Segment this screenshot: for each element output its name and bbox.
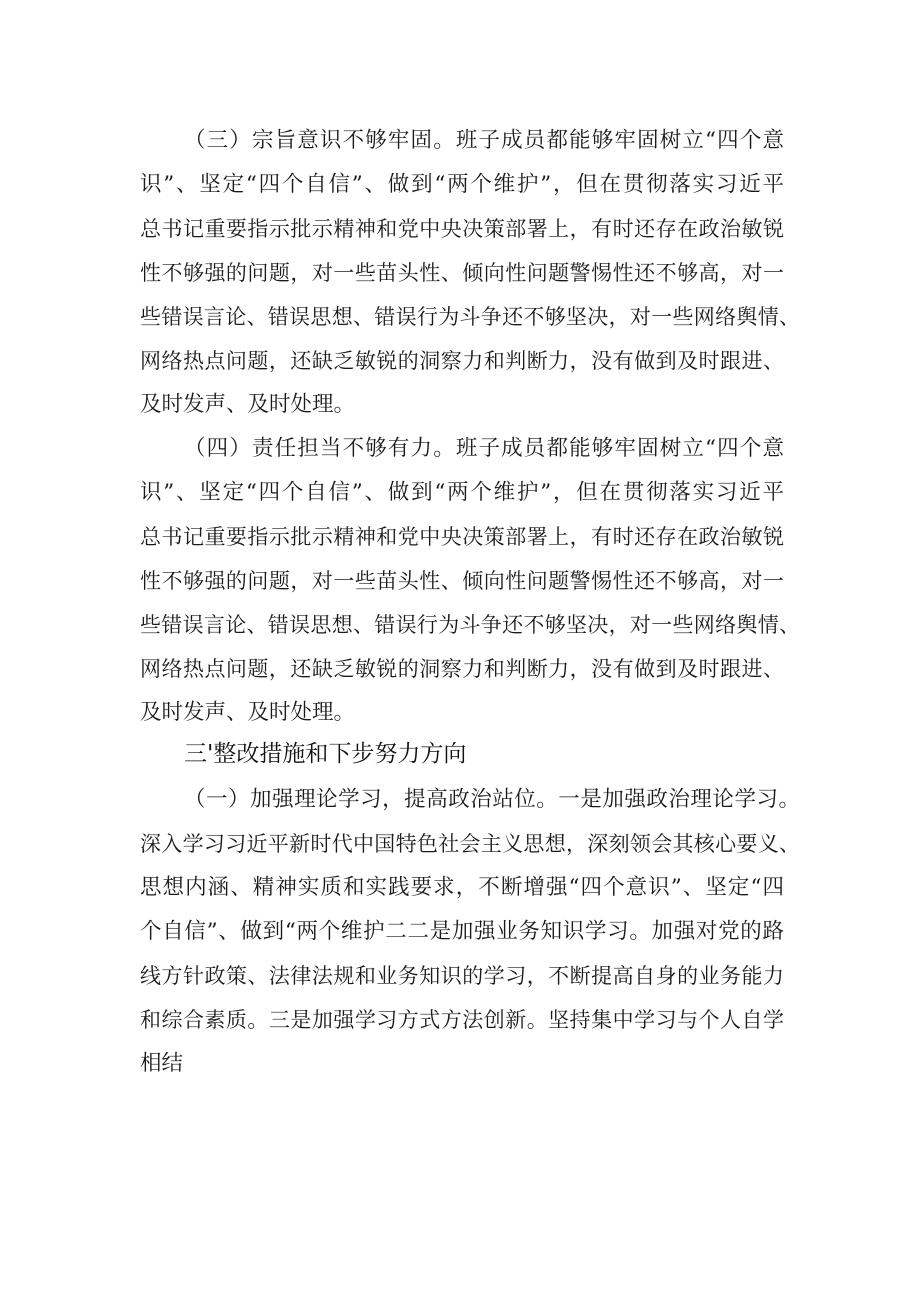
paragraph-line: 识”、坚定“四个自信”、做到“两个维护”，但在贯彻落实习近平 xyxy=(140,480,786,505)
paragraph-line: 及时发声、及时处理。 xyxy=(140,392,356,417)
paragraph-line: 及时发声、及时处理。 xyxy=(140,700,356,725)
paragraph-line: （三）宗旨意识不够牢固。班子成员都能够牢固树立“四个意 xyxy=(184,128,786,153)
paragraph-line: 识”、坚定“四个自信”、做到“两个维护”，但在贯彻落实习近平 xyxy=(140,172,786,197)
paragraph-line: 网络热点问题，还缺乏敏锐的洞察力和判断力，没有做到及时跟进、 xyxy=(140,657,785,681)
paragraph-line: 和综合素质。三是加强学习方式方法创新。坚持集中学习与个人自学 xyxy=(140,1008,785,1032)
paragraph-line: 相结 xyxy=(140,1051,184,1076)
paragraph-line: 些错误言论、错误思想、错误行为斗争还不够坚决，对一些网络舆情、 xyxy=(140,305,801,329)
paragraph-line: （一）加强理论学习，提高政治站位。一是加强政治理论学习。 xyxy=(184,787,801,812)
paragraph-line: 总书记重要指示批示精神和党中央决策部署上，有时还存在政治敏锐 xyxy=(140,217,785,241)
paragraph-line: 些错误言论、错误思想、错误行为斗争还不够坚决，对一些网络舆情、 xyxy=(140,613,801,637)
paragraph-line: 性不够强的问题，对一些苗头性、倾向性问题警惕性还不够高，对一 xyxy=(140,261,785,285)
paragraph-line: 思想内涵、精神实质和实践要求，不断增强“四个意识”、坚定“四 xyxy=(140,875,786,900)
section-heading: 三'整改措施和下步努力方向 xyxy=(184,741,467,767)
paragraph-line: 总书记重要指示批示精神和党中央决策部署上，有时还存在政治敏锐 xyxy=(140,525,785,549)
paragraph-line: 深入学习习近平新时代中国特色社会主义思想，深刻领会其核心要义、 xyxy=(140,832,801,856)
paragraph-line: 个自信”、做到“两个维护二二是加强业务知识学习。加强对党的路 xyxy=(140,919,785,944)
paragraph-line: 网络热点问题，还缺乏敏锐的洞察力和判断力，没有做到及时跟进、 xyxy=(140,349,785,373)
paragraph-line: （四）责任担当不够有力。班子成员都能够牢固树立“四个意 xyxy=(184,436,786,461)
paragraph-line: 线方针政策、法律法规和业务知识的学习，不断提高自身的业务能力 xyxy=(140,964,785,988)
paragraph-line: 性不够强的问题，对一些苗头性、倾向性问题警惕性还不够高，对一 xyxy=(140,569,785,593)
